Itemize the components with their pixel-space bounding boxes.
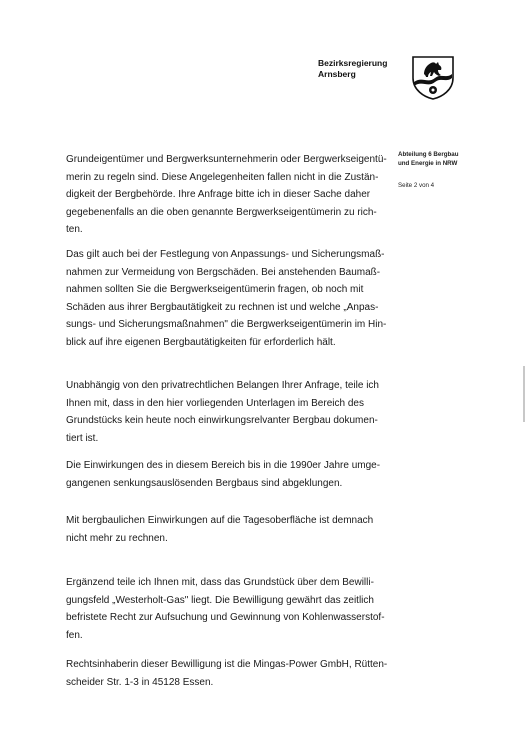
authority-name-line2: Arnsberg — [318, 69, 356, 79]
paragraph-7: Rechtsinhaberin dieser Bewilligung ist die Mingas-Power GmbH, Rütten- scheider Str. 1-3 in 45128 Essen. — [66, 659, 388, 688]
scan-edge-mark — [523, 366, 525, 422]
paragraph-1: Grundeigentümer und Bergwerksunternehmerin oder Bergwerkseigentü- merin zu regeln sind. Diese Angelegenheiten fallen nicht in die Zustän- digkeit der Bergbehörde. Ihre Anfrage bitte ich in dieser Sache daher gegebenenfalls an die oben genannte Bergwerkseigentümerin zu rich- ten. — [66, 154, 387, 236]
paragraph-3: Unabhängig von den privatrechtlichen Belangen Ihrer Anfrage, teile ich Ihnen mit, dass in den hier vorliegenden Unterlagen im Bereich des Grundstücks kein heute noch einwirkungsrelvanter Bergbau dokumen- tiert ist. — [66, 380, 379, 444]
page-number: Seite 2 von 4 — [398, 182, 435, 189]
paragraph-5: Mit bergbaulichen Einwirkungen auf die Tagesoberfläche ist demnach nicht mehr zu rechnen. — [66, 515, 374, 544]
department-line2: und Energie in NRW — [398, 160, 458, 167]
sidebar-info — [398, 150, 508, 190]
paragraph-2: Das gilt auch bei der Festlegung von Anpassungs- und Sicherungsmaß- nahmen zur Vermeidung von Bergschäden. Bei anstehenden Baumaß- nahmen sollten Sie die Bergwerkseigentümerin fragen, ob noch mit Schäden aus ihrer Bergbautätigkeit zu rechnen ist und welche „Anpas- sungs- und Sicherungsmaßnahmen" die Bergwerkseigentümerin im Hin- blick auf ihre eigenen Bergbautätigkeiten für erforderlich hält. — [66, 249, 387, 348]
authority-name-line1: Bezirksregierung — [318, 58, 388, 68]
nrw-coat-of-arms-icon — [408, 54, 458, 100]
paragraph-4: Die Einwirkungen des in diesem Bereich bis in die 1990er Jahre umge- gangenen senkungsauslösenden Bergbaus sind abgeklungen. — [66, 460, 381, 489]
department-line1: Abteilung 6 Bergbau — [398, 151, 459, 158]
paragraph-6: Ergänzend teile ich Ihnen mit, dass das Grundstück über dem Bewilli- gungsfeld „Westerholt-Gas" liegt. Die Bewilligung gewährt das zeitlich befristete Recht zur Aufsuchung und Gewinnung von Kohlenwasserstof- fen. — [66, 577, 385, 641]
issuing-authority — [318, 58, 387, 80]
